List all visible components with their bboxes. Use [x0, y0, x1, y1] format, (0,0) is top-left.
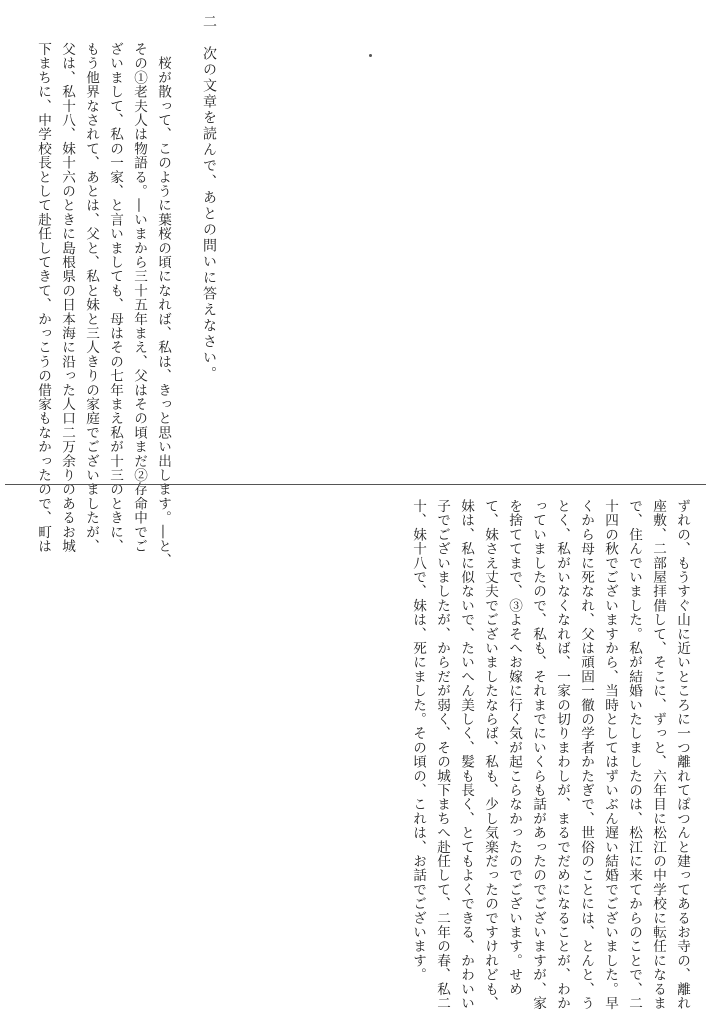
text-line-bottom-5: くから母に死なれ、父は頑固一徹の学者かたぎで、世俗のことには、とんと、う — [578, 499, 594, 1010]
text-line-top-5: 父は、私十八、妹十六のときに島根県の日本海に沿った人口二万余りのあるお城 — [59, 42, 75, 554]
text-line-top-3: ざいまして、私の一家、と言いましても、母はその七年まえ私が十三のときに、 — [107, 42, 123, 554]
text-line-top-2: その①老夫人は物語る。―いまから三十五年まえ、父はその頃まだ②存命中でご — [131, 42, 147, 554]
page-divider — [5, 484, 706, 485]
text-line-top-4: もう他界なされて、あとは、父と、私と妹と三人きりの家庭でございましたが、 — [83, 42, 99, 554]
text-line-top-1: 桜が散って、このように葉桜の頃になれば、私は、きっと思い出します。―と、 — [155, 42, 171, 568]
text-line-bottom-7: っていましたので、私も、それまでにいくらも話があったのでございますが、家 — [530, 499, 546, 1010]
bottom-page — [0, 487, 706, 1010]
text-line-bottom-6: とく、私がいなくなれば、一家の切りまわしが、まるでだめになることが、わか — [554, 499, 570, 1010]
text-line-bottom-1: ずれの、もうすぐ山に近いところに一つ離れてぽつんと建ってあるお寺の、離れ — [674, 499, 690, 1010]
text-line-bottom-2: 座敷、二部屋拝借して、そこに、ずっと、六年目に松江の中学校に転任になるま — [650, 499, 666, 1010]
text-line-bottom-11: 子でございましたが、からだが弱く、その城下まちへ赴任して、二年の春、私二 — [434, 499, 450, 1010]
text-line-bottom-8: を捨ててまで、③よそへお嫁に行く気が起こらなかったのでございます。せめ — [506, 499, 522, 996]
text-line-bottom-10: 妹は、私に似ないで、たいへん美しく、髪も長く、とてもよくできる、かわいい — [458, 499, 474, 1010]
question-heading: 二 次の文章を読んで、あとの問いに答えなさい。 — [201, 14, 217, 382]
stray-mark — [369, 54, 372, 57]
text-line-bottom-3: で、住んでいました。私が結婚いたしましたのは、松江に来てからのことで、二 — [626, 499, 642, 1010]
text-line-bottom-9: て、妹さえ丈夫でございましたならば、私も、少し気楽だったのですけれども、 — [482, 499, 498, 1010]
text-line-bottom-4: 十四の秋でございますから、当時としてはずいぶん遅い結婚でございました。早 — [602, 499, 618, 1010]
text-line-bottom-12: 十、妹十八で、妹は、死にました。その頃の、これは、お話でございます。 — [410, 499, 426, 982]
text-line-top-6: 下まちに、中学校長として赴任してきて、かっこうの借家もなかったので、町は — [35, 42, 51, 554]
